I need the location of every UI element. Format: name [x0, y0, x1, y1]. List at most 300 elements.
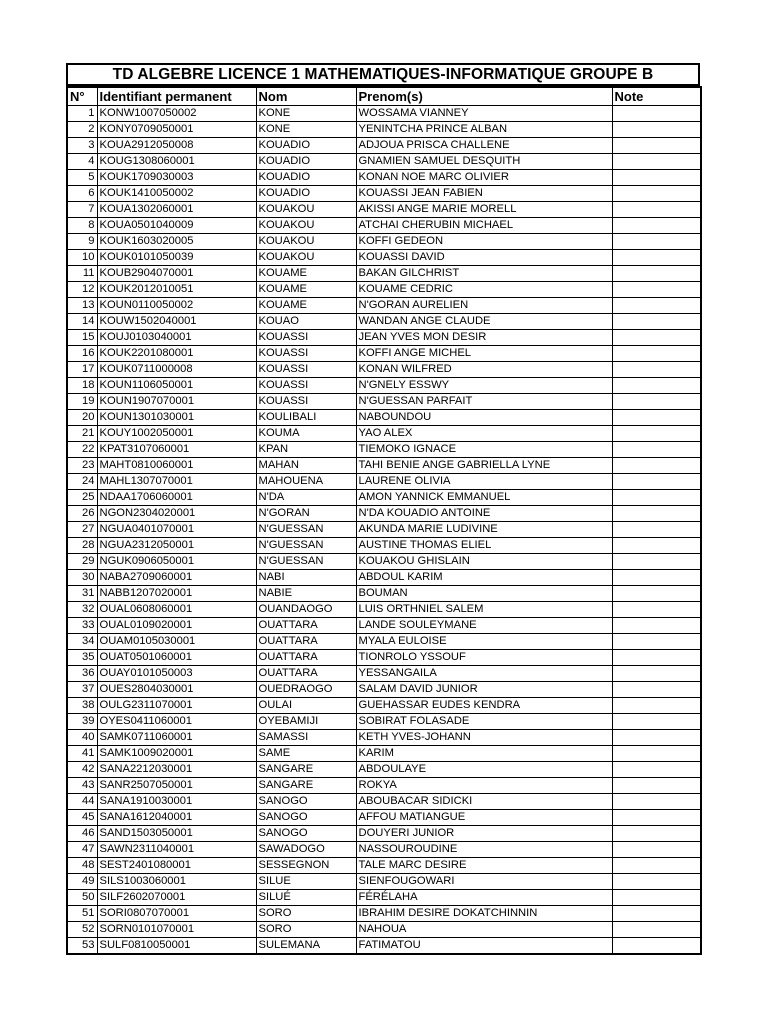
row-number: 10 — [67, 250, 97, 266]
row-last-name: SANOGO — [256, 810, 356, 826]
table-row — [67, 922, 701, 938]
row-number: 7 — [67, 202, 97, 218]
row-identifier: KONY0709050001 — [97, 122, 256, 138]
row-last-name: KOUAKOU — [256, 202, 356, 218]
table-row — [67, 298, 701, 314]
row-identifier: KOUA2912050008 — [97, 138, 256, 154]
row-first-names: BOUMAN — [356, 586, 612, 602]
row-identifier: NDAA1706060001 — [97, 490, 256, 506]
row-grade[interactable] — [612, 714, 701, 730]
row-first-names: NAHOUA — [356, 922, 612, 938]
student-table — [66, 86, 702, 955]
row-grade[interactable] — [612, 842, 701, 858]
row-first-names: NABOUNDOU — [356, 410, 612, 426]
row-number: 49 — [67, 874, 97, 890]
row-grade[interactable] — [612, 634, 701, 650]
row-last-name: OULAI — [256, 698, 356, 714]
row-last-name: KPAN — [256, 442, 356, 458]
row-identifier: OUAM0105030001 — [97, 634, 256, 650]
table-row — [67, 538, 701, 554]
table-row — [67, 906, 701, 922]
row-last-name: SORO — [256, 922, 356, 938]
row-number: 12 — [67, 282, 97, 298]
row-number: 51 — [67, 906, 97, 922]
row-identifier: NABA2709060001 — [97, 570, 256, 586]
table-row — [67, 522, 701, 538]
table-row — [67, 250, 701, 266]
table-row — [67, 570, 701, 586]
row-identifier: KOUK1410050002 — [97, 186, 256, 202]
row-first-names: WANDAN ANGE CLAUDE — [356, 314, 612, 330]
row-number: 18 — [67, 378, 97, 394]
row-number: 4 — [67, 154, 97, 170]
row-identifier: KOUJ0103040001 — [97, 330, 256, 346]
row-number: 48 — [67, 858, 97, 874]
row-last-name: SANGARE — [256, 762, 356, 778]
row-identifier: OUAT0501060001 — [97, 650, 256, 666]
row-grade[interactable] — [612, 346, 701, 362]
table-row — [67, 746, 701, 762]
row-grade[interactable] — [612, 234, 701, 250]
row-number: 8 — [67, 218, 97, 234]
row-number: 11 — [67, 266, 97, 282]
row-identifier: KOUB2904070001 — [97, 266, 256, 282]
row-identifier: OUAY0101050003 — [97, 666, 256, 682]
row-last-name: SESSEGNON — [256, 858, 356, 874]
row-identifier: KOUG1308060001 — [97, 154, 256, 170]
row-first-names: ATCHAI CHERUBIN MICHAEL — [356, 218, 612, 234]
table-row — [67, 378, 701, 394]
row-identifier: KOUN1106050001 — [97, 378, 256, 394]
table-row — [67, 666, 701, 682]
row-grade[interactable] — [612, 106, 701, 122]
row-grade[interactable] — [612, 474, 701, 490]
row-number: 34 — [67, 634, 97, 650]
row-number: 36 — [67, 666, 97, 682]
header-grade: Note — [612, 87, 701, 106]
table-row — [67, 410, 701, 426]
row-last-name: SULEMANA — [256, 938, 356, 955]
row-first-names: GNAMIEN SAMUEL DESQUITH — [356, 154, 612, 170]
row-grade[interactable] — [612, 202, 701, 218]
row-number: 31 — [67, 586, 97, 602]
row-number: 46 — [67, 826, 97, 842]
row-grade[interactable] — [612, 746, 701, 762]
header-row — [67, 87, 701, 106]
row-first-names: AUSTINE THOMAS ELIEL — [356, 538, 612, 554]
row-last-name: KOUAME — [256, 266, 356, 282]
row-number: 19 — [67, 394, 97, 410]
table-row — [67, 698, 701, 714]
row-last-name: SAMASSI — [256, 730, 356, 746]
table-row — [67, 858, 701, 874]
row-identifier: KOUK1709030003 — [97, 170, 256, 186]
row-last-name: KOUASSI — [256, 346, 356, 362]
row-number: 39 — [67, 714, 97, 730]
row-identifier: OUAL0109020001 — [97, 618, 256, 634]
row-first-names: YENINTCHA PRINCE ALBAN — [356, 122, 612, 138]
row-grade[interactable] — [612, 650, 701, 666]
row-grade[interactable] — [612, 730, 701, 746]
row-first-names: KONAN NOE MARC OLIVIER — [356, 170, 612, 186]
row-grade[interactable] — [612, 826, 701, 842]
row-last-name: KOUAME — [256, 282, 356, 298]
table-row — [67, 234, 701, 250]
row-identifier: KPAT3107060001 — [97, 442, 256, 458]
row-grade[interactable] — [612, 810, 701, 826]
row-first-names: ROKYA — [356, 778, 612, 794]
row-grade[interactable] — [612, 794, 701, 810]
sheet-title: TD ALGEBRE LICENCE 1 MATHEMATIQUES-INFORMATIQUE GROUPE B — [66, 63, 700, 86]
table-row — [67, 874, 701, 890]
row-number: 15 — [67, 330, 97, 346]
row-number: 2 — [67, 122, 97, 138]
row-last-name: NABIE — [256, 586, 356, 602]
row-grade[interactable] — [612, 538, 701, 554]
row-last-name: KONE — [256, 106, 356, 122]
row-first-names: KETH YVES-JOHANN — [356, 730, 612, 746]
table-row — [67, 554, 701, 570]
row-number: 14 — [67, 314, 97, 330]
row-grade[interactable] — [612, 938, 701, 955]
table-row — [67, 474, 701, 490]
row-first-names: LUIS ORTHNIEL SALEM — [356, 602, 612, 618]
table-row — [67, 506, 701, 522]
row-last-name: KOUASSI — [256, 330, 356, 346]
row-last-name: KOUASSI — [256, 362, 356, 378]
row-last-name: KOUAKOU — [256, 234, 356, 250]
row-number: 52 — [67, 922, 97, 938]
row-first-names: FÉRÉLAHA — [356, 890, 612, 906]
table-row — [67, 810, 701, 826]
row-identifier: OULG2311070001 — [97, 698, 256, 714]
row-last-name: SANOGO — [256, 794, 356, 810]
row-grade[interactable] — [612, 858, 701, 874]
row-identifier: NGUK0906050001 — [97, 554, 256, 570]
row-number: 27 — [67, 522, 97, 538]
row-identifier: OUAL0608060001 — [97, 602, 256, 618]
row-identifier: NGON2304020001 — [97, 506, 256, 522]
table-body — [67, 106, 701, 955]
row-first-names: KOFFI GEDEON — [356, 234, 612, 250]
row-identifier: MAHT0810060001 — [97, 458, 256, 474]
row-identifier: KOUY1002050001 — [97, 426, 256, 442]
row-grade[interactable] — [612, 778, 701, 794]
table-row — [67, 282, 701, 298]
table-row — [67, 362, 701, 378]
row-grade[interactable] — [612, 394, 701, 410]
row-first-names: TALE MARC DESIRE — [356, 858, 612, 874]
row-grade[interactable] — [612, 426, 701, 442]
row-number: 23 — [67, 458, 97, 474]
row-number: 1 — [67, 106, 97, 122]
row-first-names: N'DA KOUADIO ANTOINE — [356, 506, 612, 522]
row-last-name: KOUASSI — [256, 394, 356, 410]
row-grade[interactable] — [612, 138, 701, 154]
row-first-names: KOUAKOU GHISLAIN — [356, 554, 612, 570]
row-number: 24 — [67, 474, 97, 490]
table-row — [67, 794, 701, 810]
row-grade[interactable] — [612, 522, 701, 538]
table-row — [67, 618, 701, 634]
row-first-names: ABDOULAYE — [356, 762, 612, 778]
row-grade[interactable] — [612, 186, 701, 202]
row-identifier: KOUN1301030001 — [97, 410, 256, 426]
row-last-name: OUATTARA — [256, 666, 356, 682]
table-row — [67, 938, 701, 955]
row-grade[interactable] — [612, 362, 701, 378]
row-identifier: KOUK2012010051 — [97, 282, 256, 298]
row-number: 41 — [67, 746, 97, 762]
row-last-name: SILUÉ — [256, 890, 356, 906]
row-last-name: N'GORAN — [256, 506, 356, 522]
row-grade[interactable] — [612, 330, 701, 346]
row-first-names: ABDOUL KARIM — [356, 570, 612, 586]
row-number: 5 — [67, 170, 97, 186]
table-row — [67, 106, 701, 122]
row-grade[interactable] — [612, 506, 701, 522]
table-row — [67, 442, 701, 458]
row-grade[interactable] — [612, 570, 701, 586]
table-row — [67, 586, 701, 602]
table-row — [67, 266, 701, 282]
row-first-names: N'GNELY ESSWY — [356, 378, 612, 394]
row-first-names: IBRAHIM DESIRE DOKATCHINNIN — [356, 906, 612, 922]
row-number: 25 — [67, 490, 97, 506]
row-identifier: MAHL1307070001 — [97, 474, 256, 490]
table-row — [67, 426, 701, 442]
row-first-names: YAO ALEX — [356, 426, 612, 442]
row-first-names: TIEMOKO IGNACE — [356, 442, 612, 458]
table-row — [67, 842, 701, 858]
row-last-name: OUATTARA — [256, 618, 356, 634]
row-number: 20 — [67, 410, 97, 426]
row-last-name: KOUADIO — [256, 186, 356, 202]
row-grade[interactable] — [612, 890, 701, 906]
row-number: 40 — [67, 730, 97, 746]
row-number: 22 — [67, 442, 97, 458]
row-grade[interactable] — [612, 586, 701, 602]
table-row — [67, 202, 701, 218]
row-last-name: N'DA — [256, 490, 356, 506]
row-grade[interactable] — [612, 410, 701, 426]
row-first-names: KOUASSI JEAN FABIEN — [356, 186, 612, 202]
row-grade[interactable] — [612, 666, 701, 682]
row-grade[interactable] — [612, 490, 701, 506]
table-row — [67, 154, 701, 170]
row-last-name: KOUAKOU — [256, 218, 356, 234]
row-identifier: SANA1612040001 — [97, 810, 256, 826]
table-row — [67, 890, 701, 906]
row-grade[interactable] — [612, 378, 701, 394]
row-first-names: NASSOUROUDINE — [356, 842, 612, 858]
row-number: 44 — [67, 794, 97, 810]
row-first-names: SALAM DAVID JUNIOR — [356, 682, 612, 698]
row-grade[interactable] — [612, 250, 701, 266]
row-first-names: TIONROLO YSSOUF — [356, 650, 612, 666]
row-number: 21 — [67, 426, 97, 442]
header-last-name: Nom — [256, 87, 356, 106]
row-last-name: SILUE — [256, 874, 356, 890]
row-first-names: KONAN WILFRED — [356, 362, 612, 378]
row-first-names: YESSANGAILA — [356, 666, 612, 682]
row-grade[interactable] — [612, 298, 701, 314]
row-number: 38 — [67, 698, 97, 714]
table-row — [67, 634, 701, 650]
row-grade[interactable] — [612, 154, 701, 170]
row-number: 53 — [67, 938, 97, 955]
row-number: 42 — [67, 762, 97, 778]
row-grade[interactable] — [612, 874, 701, 890]
row-identifier: KOUK0101050039 — [97, 250, 256, 266]
row-grade[interactable] — [612, 762, 701, 778]
table-row — [67, 170, 701, 186]
row-identifier: KOUW1502040001 — [97, 314, 256, 330]
row-first-names: N'GORAN AURELIEN — [356, 298, 612, 314]
row-number: 16 — [67, 346, 97, 362]
row-first-names: AKUNDA MARIE LUDIVINE — [356, 522, 612, 538]
row-grade[interactable] — [612, 442, 701, 458]
row-first-names: TAHI BENIE ANGE GABRIELLA LYNE — [356, 458, 612, 474]
row-identifier: SANR2507050001 — [97, 778, 256, 794]
row-last-name: OUATTARA — [256, 634, 356, 650]
row-first-names: FATIMATOU — [356, 938, 612, 955]
row-number: 29 — [67, 554, 97, 570]
table-row — [67, 138, 701, 154]
row-first-names: SOBIRAT FOLASADE — [356, 714, 612, 730]
row-number: 37 — [67, 682, 97, 698]
row-number: 45 — [67, 810, 97, 826]
row-number: 3 — [67, 138, 97, 154]
row-number: 9 — [67, 234, 97, 250]
row-number: 50 — [67, 890, 97, 906]
row-first-names: KOFFI ANGE MICHEL — [356, 346, 612, 362]
table-row — [67, 458, 701, 474]
row-grade[interactable] — [612, 170, 701, 186]
row-number: 35 — [67, 650, 97, 666]
table-row — [67, 218, 701, 234]
row-identifier: KOUN0110050002 — [97, 298, 256, 314]
row-last-name: OUATTARA — [256, 650, 356, 666]
row-grade[interactable] — [612, 218, 701, 234]
row-last-name: KOUAME — [256, 298, 356, 314]
row-grade[interactable] — [612, 314, 701, 330]
row-identifier: SORN0101070001 — [97, 922, 256, 938]
row-first-names: JEAN YVES MON DESIR — [356, 330, 612, 346]
row-first-names: AFFOU MATIANGUE — [356, 810, 612, 826]
table-row — [67, 314, 701, 330]
row-identifier: SAMK1009020001 — [97, 746, 256, 762]
row-grade[interactable] — [612, 122, 701, 138]
row-number: 43 — [67, 778, 97, 794]
row-grade[interactable] — [612, 922, 701, 938]
row-last-name: OUANDAOGO — [256, 602, 356, 618]
row-last-name: KOUAKOU — [256, 250, 356, 266]
row-identifier: SILF2602070001 — [97, 890, 256, 906]
row-identifier: NGUA2312050001 — [97, 538, 256, 554]
row-first-names: ABOUBACAR SIDICKI — [356, 794, 612, 810]
table-row — [67, 330, 701, 346]
table-row — [67, 714, 701, 730]
row-identifier: SAND1503050001 — [97, 826, 256, 842]
table-row — [67, 826, 701, 842]
row-number: 13 — [67, 298, 97, 314]
row-number: 32 — [67, 602, 97, 618]
row-first-names: KARIM — [356, 746, 612, 762]
table-row — [67, 602, 701, 618]
row-last-name: KOUADIO — [256, 170, 356, 186]
row-number: 33 — [67, 618, 97, 634]
table-row — [67, 490, 701, 506]
row-last-name: SAWADOGO — [256, 842, 356, 858]
header-first-names: Prenom(s) — [356, 87, 612, 106]
row-grade[interactable] — [612, 618, 701, 634]
row-identifier: SANA1910030001 — [97, 794, 256, 810]
row-first-names: DOUYERI JUNIOR — [356, 826, 612, 842]
row-first-names: KOUAME CEDRIC — [356, 282, 612, 298]
row-last-name: MAHOUENA — [256, 474, 356, 490]
row-last-name: N'GUESSAN — [256, 554, 356, 570]
row-identifier: SANA2212030001 — [97, 762, 256, 778]
row-last-name: SORO — [256, 906, 356, 922]
row-last-name: KOUADIO — [256, 138, 356, 154]
row-first-names: ADJOUA PRISCA CHALLENE — [356, 138, 612, 154]
table-row — [67, 394, 701, 410]
row-grade[interactable] — [612, 906, 701, 922]
row-identifier: NGUA0401070001 — [97, 522, 256, 538]
row-grade[interactable] — [612, 602, 701, 618]
row-last-name: SANGARE — [256, 778, 356, 794]
row-grade[interactable] — [612, 698, 701, 714]
row-identifier: SORI0807070001 — [97, 906, 256, 922]
row-number: 26 — [67, 506, 97, 522]
row-last-name: OUEDRAOGO — [256, 682, 356, 698]
row-identifier: OYES0411060001 — [97, 714, 256, 730]
row-number: 47 — [67, 842, 97, 858]
row-grade[interactable] — [612, 554, 701, 570]
table-row — [67, 762, 701, 778]
row-last-name: OYEBAMIJI — [256, 714, 356, 730]
row-first-names: MYALA EULOISE — [356, 634, 612, 650]
row-identifier: SAWN2311040001 — [97, 842, 256, 858]
row-grade[interactable] — [612, 458, 701, 474]
row-last-name: SANOGO — [256, 826, 356, 842]
row-last-name: KOUASSI — [256, 378, 356, 394]
row-last-name: NABI — [256, 570, 356, 586]
row-first-names: AMON YANNICK EMMANUEL — [356, 490, 612, 506]
row-number: 17 — [67, 362, 97, 378]
row-identifier: SULF0810050001 — [97, 938, 256, 955]
row-identifier: KOUK1603020005 — [97, 234, 256, 250]
row-first-names: LAURENE OLIVIA — [356, 474, 612, 490]
header-identifier: Identifiant permanent — [97, 87, 256, 106]
row-identifier: SAMK0711060001 — [97, 730, 256, 746]
row-number: 30 — [67, 570, 97, 586]
header-number: N° — [67, 87, 97, 106]
student-list-sheet — [66, 63, 700, 955]
row-first-names: GUEHASSAR EUDES KENDRA — [356, 698, 612, 714]
row-identifier: KOUA1302060001 — [97, 202, 256, 218]
table-row — [67, 730, 701, 746]
row-grade[interactable] — [612, 282, 701, 298]
table-row — [67, 650, 701, 666]
row-grade[interactable] — [612, 266, 701, 282]
row-grade[interactable] — [612, 682, 701, 698]
table-row — [67, 682, 701, 698]
row-identifier: KONW1007050002 — [97, 106, 256, 122]
row-identifier: NABB1207020001 — [97, 586, 256, 602]
row-first-names: AKISSI ANGE MARIE MORELL — [356, 202, 612, 218]
